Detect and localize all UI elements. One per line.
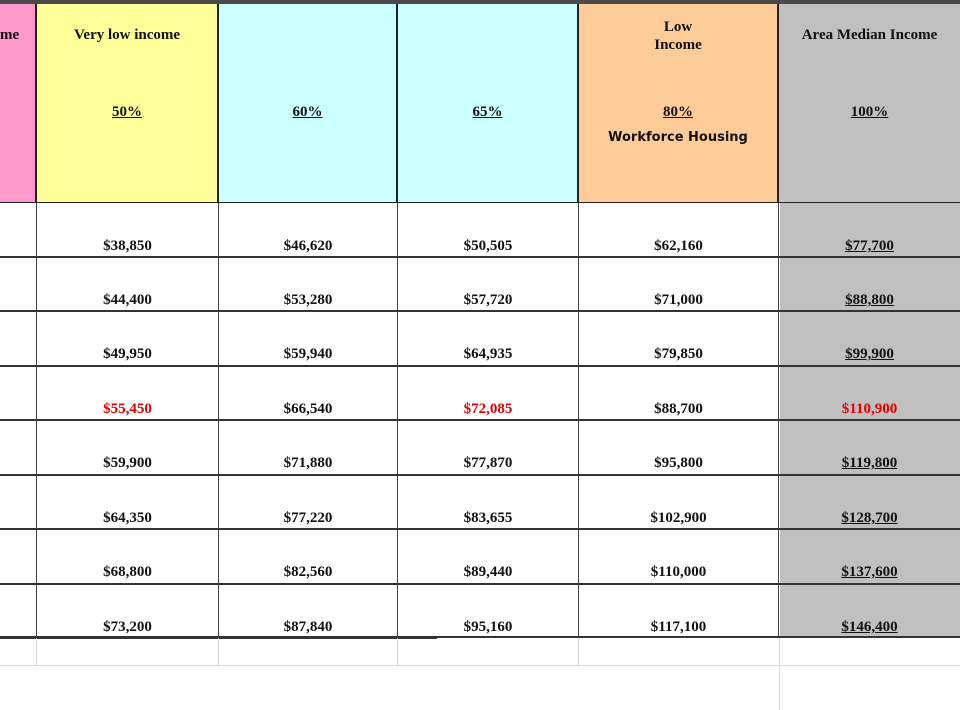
header-cell-partial[interactable]: [0, 4, 37, 202]
grid-hline: [0, 365, 960, 367]
header-cell-60pct[interactable]: [219, 4, 398, 202]
cell-r3-50[interactable]: $49,950: [103, 346, 152, 362]
grid-hline: [0, 583, 960, 585]
cell-r4-65-highlight[interactable]: $72,085: [463, 401, 513, 417]
header-workforce-housing: Workforce Housing: [608, 130, 748, 145]
cell-r7-100[interactable]: $137,600: [841, 564, 898, 580]
cell-r5-80[interactable]: $95,800: [654, 455, 703, 471]
cell-r3-60[interactable]: $59,940: [283, 346, 333, 362]
cell-r6-100[interactable]: $128,700: [841, 510, 898, 526]
header-very-low-income: Very low income: [73, 27, 181, 43]
cell-r8-80[interactable]: $117,100: [650, 619, 707, 635]
empty-vline: [779, 638, 780, 710]
header-cell-80pct[interactable]: [579, 4, 779, 202]
cell-r4-50-highlight[interactable]: $55,450: [103, 401, 152, 417]
empty-vline: [218, 638, 219, 666]
cell-r1-65[interactable]: $50,505: [463, 238, 513, 254]
cell-r8-60[interactable]: $87,840: [283, 619, 333, 635]
header-low-line2: Income: [654, 37, 702, 53]
header-cell-65pct[interactable]: [398, 4, 579, 202]
cell-r8-65[interactable]: $95,160: [463, 619, 513, 635]
cell-r3-65[interactable]: $64,935: [463, 346, 513, 362]
grid-hline: [0, 474, 960, 476]
cell-r2-80[interactable]: $71,000: [654, 292, 703, 308]
header-cell-50pct[interactable]: [37, 4, 219, 202]
cell-r1-80[interactable]: $62,160: [654, 238, 703, 254]
cell-r6-65[interactable]: $83,655: [463, 510, 513, 526]
header-partial-label: me: [0, 27, 20, 43]
cell-r6-60[interactable]: $77,220: [283, 510, 333, 526]
header-cell-100pct[interactable]: [779, 4, 960, 202]
cell-r5-65[interactable]: $77,870: [463, 455, 513, 471]
grid-hline: [0, 310, 960, 312]
empty-vline: [397, 638, 398, 666]
grid-hline: [0, 528, 960, 530]
cell-r2-50[interactable]: $44,400: [103, 292, 152, 308]
cell-r7-65[interactable]: $89,440: [463, 564, 513, 580]
cell-r7-80[interactable]: $110,000: [650, 564, 707, 580]
cell-r2-60[interactable]: $53,280: [283, 292, 333, 308]
cell-r8-50[interactable]: $73,200: [103, 619, 152, 635]
header-area-median-income: Area Median Income: [801, 27, 938, 43]
empty-row-line: [0, 665, 960, 666]
cell-r4-60[interactable]: $66,540: [283, 401, 333, 417]
cell-r2-100[interactable]: $88,800: [845, 292, 894, 308]
header-pct-60: 60%: [292, 104, 323, 120]
cell-r1-100[interactable]: $77,700: [845, 238, 894, 254]
cell-r6-80[interactable]: $102,900: [650, 510, 707, 526]
cell-r1-60[interactable]: $46,620: [283, 238, 333, 254]
cell-r1-50[interactable]: $38,850: [103, 238, 152, 254]
grid-hline: [0, 256, 960, 258]
cell-r4-80[interactable]: $88,700: [654, 401, 703, 417]
cell-r7-60[interactable]: $82,560: [283, 564, 333, 580]
cell-r2-65[interactable]: $57,720: [463, 292, 513, 308]
cell-r3-80[interactable]: $79,850: [654, 346, 703, 362]
cell-r5-100[interactable]: $119,800: [841, 455, 898, 471]
cell-r4-100-highlight[interactable]: $110,900: [841, 401, 898, 417]
header-pct-80: 80%: [663, 104, 693, 120]
cell-r5-60[interactable]: $71,880: [283, 455, 333, 471]
cell-r3-100[interactable]: $99,900: [845, 346, 894, 362]
header-low-line1: Low: [663, 19, 693, 35]
empty-vline: [36, 638, 37, 666]
cell-r6-50[interactable]: $64,350: [103, 510, 152, 526]
grid-hline: [0, 419, 960, 421]
header-pct-65: 65%: [472, 104, 503, 120]
cell-r5-50[interactable]: $59,900: [103, 455, 152, 471]
header-pct-50: 50%: [112, 104, 142, 120]
cell-r7-50[interactable]: $68,800: [103, 564, 152, 580]
header-pct-100: 100%: [850, 104, 889, 120]
empty-vline: [578, 638, 579, 666]
cell-r8-100[interactable]: $146,400: [841, 619, 898, 635]
